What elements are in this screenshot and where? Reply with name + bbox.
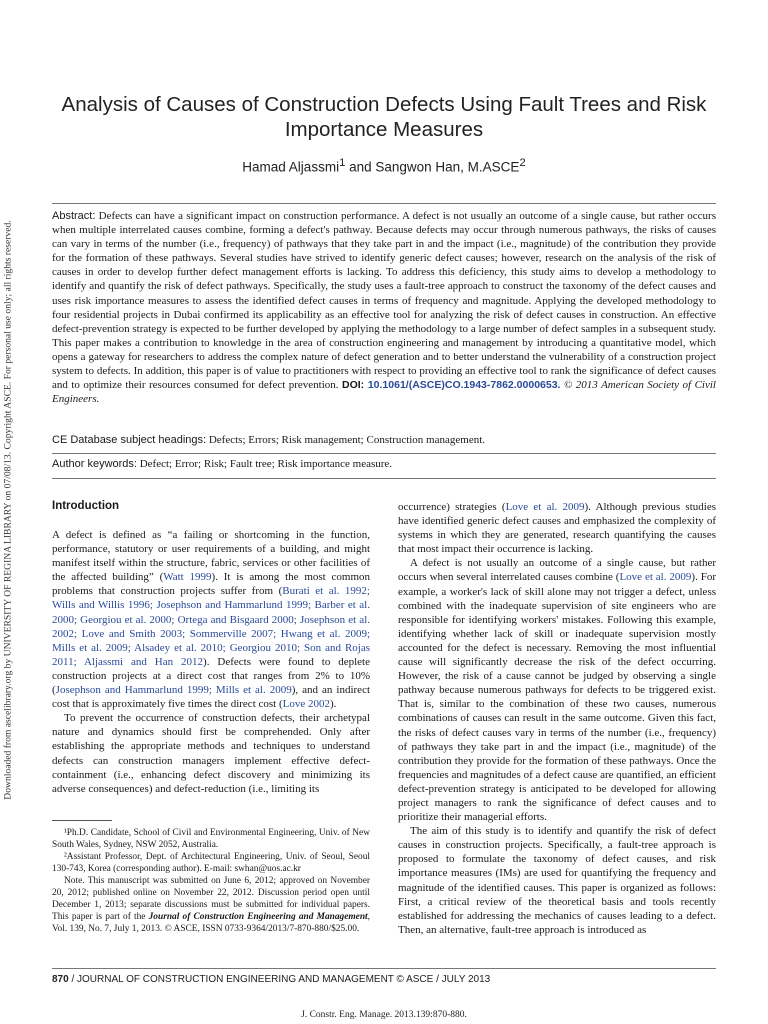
text-run: ). Defects were found to deplete construction projects at a direct cost that ranges from 2% to 10% ( bbox=[52, 655, 370, 697]
text-run: ), and an indirect cost that is approximately five times the direct cost ( bbox=[52, 684, 371, 711]
intro-paragraph-1 bbox=[52, 528, 370, 711]
footnote-1: ¹Ph.D. Candidate, School of Civil and Environmental Engineering, Univ. of New South Wales, Sydney, NSW 2052, Australia. bbox=[52, 828, 370, 850]
section-heading-introduction: Introduction bbox=[52, 500, 120, 512]
text-run: A defect is not usually an outcome of a single cause, but rather occurs when several interrelated causes combine ( bbox=[398, 557, 716, 584]
download-notice-text: Downloaded from ascelibrary.org by UNIVERSITY OF REGINA LIBRARY on 07/08/13. Copyright ASCE. For personal use only; all rights reserved. bbox=[2, 220, 14, 800]
text-run: occurrence) strategies ( bbox=[398, 501, 506, 513]
intro-paragraph-4 bbox=[398, 556, 716, 824]
author-2: and Sangwon Han, M.ASCE bbox=[345, 159, 520, 175]
text-run: A defect is defined as “a failing or shortcoming in the function, performance, statutory or user requirements of a building, and might manifest itself within the structure, fabric, services or other facilities of the affected building” ( bbox=[52, 529, 370, 584]
citation-link[interactable]: Love 2002 bbox=[282, 698, 330, 711]
author-keywords-value: Defect; Error; Risk; Fault tree; Risk importance measure. bbox=[136, 458, 393, 470]
intro-paragraph-5: The aim of this study is to identify and quantify the risk of defect causes in construction projects. Specifically, a fault-tree approach is proposed to formulate the taxonomy of defect causes, and risk importance measures (IMs) are used for quantifying the frequency and magnitude of the identified causes. This paper is organized as follows: First, a critical review of the theoretical basis and tools recently established for addressing the mechanics of causes leading to a defect. Then, an alternative, fault-tree approach is introduced as bbox=[398, 825, 716, 936]
citation-link[interactable]: Josephson and Hammarlund 1999; Mills et al. 2009 bbox=[55, 684, 292, 697]
text-run: ). bbox=[330, 698, 337, 711]
submission-note bbox=[52, 875, 370, 935]
author-line bbox=[60, 157, 708, 175]
footnotes bbox=[52, 827, 370, 935]
page-footer-rule bbox=[52, 968, 716, 969]
text-run: , Vol. 139, No. 7, July 1, 2013. © ASCE, ISSN 0733-9364/2013/7-870-880/$25.00. bbox=[52, 912, 370, 934]
copyright-notice: © 2013 American Society of Civil Engineers. bbox=[52, 379, 716, 406]
author-1-affiliation-mark: 1 bbox=[339, 157, 346, 169]
footnote-2: ²Assistant Professor, Dept. of Architectural Engineering, Univ. of Seoul, Seoul 130-743, Korea (corresponding author). E-mail: swhan@uos.ac.kr bbox=[52, 852, 370, 874]
doi-link[interactable]: 10.1061/(ASCE)CO.1943-7862.0000653. bbox=[364, 379, 561, 392]
keywords-divider bbox=[52, 453, 716, 454]
abstract-body: Defects can have a significant impact on construction performance. A defect is not usually an outcome of a single cause, but rather occurs when multiple interrelated causes combine, forming a defect's pathway. Because defects may occur through numerous pathways, the risks of causes can vary in terms of the number (i.e., frequency) of pathways that they take part in and the impact (i.e., magnitude) of the contribution they provide for the formation of these pathways. Several studies have strived to identify generic defect causes; however, research on the analysis of the risk of causes in order to develop further defect management efforts is lacking. To address this deficiency, this study aims to develop a methodology to identify and quantify the risk of defect pathways. Specifically, the study uses a fault-tree approach to construct the taxonomy of the defect causes and uses risk importance measures to assess the identified defect causes in terms of frequency and magnitude. Applying the developed methodology to four residential projects in Dubai confirmed its applicability as an effective tool for analyzing the risk of defect causes in construction. An effective defect-prevention strategy is expected to be further developed by applying the methodology to a large number of defect samples in a subsequent study. This paper makes a contribution to knowledge in the area of construction engineering and management by introducing a quantitative model, which opens a gateway for researchers to address the complex nature of defect generation and to better understand the vulnerability of a construction project system to defects. In addition, this paper is of value to practitioners with respect to providing an effective tool to rank the significance of defect causes and to optimize their resources consumed for defect prevention. bbox=[52, 210, 716, 392]
abstract bbox=[52, 209, 716, 406]
text-run: Note. This manuscript was submitted on June 6, 2012; approved on November 20, 2012; published online on November 22, 2012. Discussion period open until December 1, 2013; separate discussions must be submitted for individual papers. This paper is part of the bbox=[52, 876, 370, 922]
author-keywords-label: Author keywords: bbox=[52, 458, 137, 470]
journal-name: Journal of Construction Engineering and Management bbox=[148, 912, 368, 922]
citation-line: J. Constr. Eng. Manage. 2013.139:870-880. bbox=[301, 1010, 467, 1020]
doi-label: DOI: bbox=[342, 379, 365, 392]
left-column bbox=[52, 528, 370, 796]
citation-link[interactable]: Love et al. 2009 bbox=[505, 501, 585, 513]
author-1: Hamad Aljassmi bbox=[242, 159, 340, 175]
footnote-rule bbox=[52, 820, 112, 821]
page-footer bbox=[52, 974, 716, 985]
author-2-affiliation-mark: 2 bbox=[519, 157, 526, 169]
subject-headings bbox=[52, 434, 716, 446]
download-notice-sidebar bbox=[0, 190, 16, 830]
abstract-top-rule bbox=[52, 203, 716, 204]
subject-headings-value: Defects; Errors; Risk management; Construction management. bbox=[206, 434, 486, 446]
intro-paragraph-2: To prevent the occurrence of construction defects, their archetypal nature and dynamics should first be comprehended. Only after establishing the appropriate methods and techniques to understand defects can construction managers implement effective defect-containment (i.e., enhancing defect discovery and minimizing its adverse consequences) and defect-reduction (i.e., limiting its bbox=[52, 712, 370, 795]
citation-link[interactable]: Watt 1999 bbox=[163, 571, 212, 584]
right-column bbox=[398, 500, 716, 937]
intro-paragraph-3 bbox=[398, 500, 716, 556]
page-number: 870 bbox=[52, 974, 69, 985]
paper-title: Analysis of Causes of Construction Defects Using Fault Trees and Risk Importance Measures bbox=[61, 93, 707, 141]
citation-link[interactable]: Burati et al. 1992; Wills and Willis 1996; Josephson and Hammarlund 1999; Barber et al. 2000; Georgiou et al. 2000; Ortega and Bisgaard 2000; Josephson et al. 2002; Love and Smith 2003; Sommerville 2007; Hwang et al. 2009; Mills et al. 2009; Alsadey et al. 2010; Georgiou 2010; Son and Rojas 2011; Aljassmi and Han 2012 bbox=[52, 585, 370, 668]
subject-headings-label: CE Database subject headings: bbox=[52, 434, 207, 446]
keywords-bottom-rule bbox=[52, 478, 716, 479]
citation-link[interactable]: Love et al. 2009 bbox=[619, 571, 692, 584]
abstract-label: Abstract: bbox=[52, 210, 96, 222]
journal-footer-line: / JOURNAL OF CONSTRUCTION ENGINEERING AND MANAGEMENT © ASCE / JULY 2013 bbox=[68, 974, 491, 985]
text-run: ). Although previous studies have identified generic defect causes and emphasized the complexity of systems in which they are generated, research quantifying the causes that most impact their occurrence is lacking. bbox=[398, 501, 716, 556]
text-run: ). It is among the most common problems that construction projects suffer from ( bbox=[52, 571, 370, 598]
text-run: ). For example, a worker's lack of skill alone may not trigger a defect, unless combined with the inadequate supervision of site engineers who are responsible for identifying workers' mistakes. Following this example, identifying whether lack of skill or inadequate supervision mostly accounted for the defect is necessary. Removing the most influential cause will significantly decrease the risk of the defect occurring. However, the risk of a cause cannot be judged by observing a single pathway because numerous pathways for defects to be triggered exist. That is, similar to the combination of these two causes, numerous combinations of causes can result in the same outcome. Given this fact, the risks of defect causes vary in terms of the number (i.e., frequency) of pathways they take part in and the impact (i.e., magnitude) of the contribution they provide for the formation of these pathways. Once the frequencies and magnitudes of a defect cause are quantified, an efficient defect-prevention strategy is anticipated to be developed for allowing project managers to rank the significance of defect causes and to prioritize their managerial efforts. bbox=[398, 571, 717, 824]
author-keywords bbox=[52, 458, 716, 470]
